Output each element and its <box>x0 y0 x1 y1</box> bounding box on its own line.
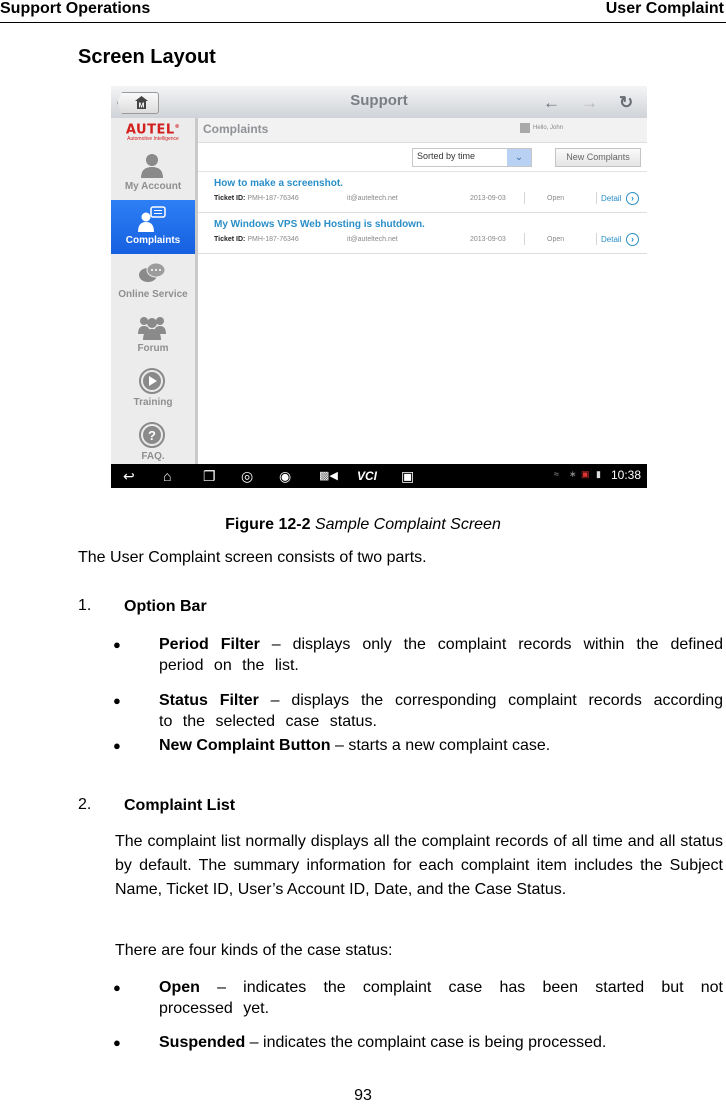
page-header <box>0 0 726 23</box>
bullet-status-filter <box>159 690 723 732</box>
panel-title: Complaints <box>203 122 269 136</box>
status-intro: There are four kinds of the case status: <box>115 942 393 959</box>
bullet-text: – displays the corresponding complaint records according to the selected case status. <box>159 692 723 730</box>
status-badge: Open <box>547 195 565 202</box>
sidebar-item-label: Online Service <box>118 289 188 300</box>
logo-registered: ® <box>174 124 181 130</box>
sidebar-item-label: Forum <box>137 343 169 354</box>
list-heading: Option Bar <box>124 598 207 615</box>
complaint-row[interactable] <box>198 213 647 254</box>
bullet-new-complaint <box>159 735 723 756</box>
sidebar-item-label: Training <box>133 397 173 408</box>
bullet-icon: ● <box>113 980 121 995</box>
chevron-down-icon[interactable]: ⌄ <box>507 149 531 166</box>
bullet-icon: ● <box>113 1035 121 1050</box>
wifi-icon: ≈ <box>554 469 559 479</box>
battery-icon: ▮ <box>596 469 601 479</box>
user-icon <box>138 152 166 178</box>
list-number: 1. <box>78 597 92 614</box>
top-toolbar <box>111 86 647 119</box>
recent-apps-icon[interactable]: ❐ <box>203 468 216 484</box>
ticket-id <box>214 236 299 243</box>
complaint-subject[interactable]: How to make a screenshot. <box>214 178 343 189</box>
home-icon[interactable]: ⌂ <box>163 468 172 484</box>
bullet-text: – indicates the complaint case is being processed. <box>245 1034 607 1051</box>
bullet-term: Status Filter <box>159 692 259 709</box>
bullet-suspended <box>159 1032 723 1053</box>
bullet-term: Suspended <box>159 1034 246 1051</box>
back-icon[interactable]: ↩ <box>123 468 135 484</box>
divider <box>596 192 597 204</box>
bullet-text: – starts a new complaint case. <box>330 737 551 754</box>
bullet-text: – indicates the complaint case has been started but not processed yet. <box>159 979 723 1017</box>
bullet-term: New Complaint Button <box>159 737 331 754</box>
sidebar-item-label: Complaints <box>125 235 181 246</box>
divider <box>524 233 525 245</box>
vci-icon[interactable]: VCI <box>357 469 378 483</box>
sidebar-item-complaints[interactable] <box>111 200 195 254</box>
caption-label: Figure 12-2 <box>225 516 311 533</box>
sort-select[interactable] <box>412 148 532 167</box>
display-toggle-icon[interactable]: ▩◀ <box>319 470 338 482</box>
svg-text:M: M <box>138 102 145 109</box>
complaint-row[interactable] <box>198 172 647 213</box>
sidebar-item-faq[interactable] <box>111 416 195 470</box>
status-badge: Open <box>547 236 565 243</box>
user-avatar-icon <box>520 123 530 133</box>
clock: 10:38 <box>610 468 641 482</box>
sidebar-item-online-service[interactable] <box>111 254 195 308</box>
svg-text:?: ? <box>148 428 156 443</box>
bullet-term: Open <box>159 979 200 996</box>
bullet-open <box>159 977 723 1019</box>
caption-text: Sample Complaint Screen <box>314 516 501 533</box>
autel-logo <box>111 118 195 142</box>
complaint-list-paragraph: The complaint list normally displays all the complaint records of all time and all status by default. The summary information for each complaint item includes the Subject Name, Ticket ID, User’s Account ID, Date, and the Case Status. <box>115 833 723 898</box>
car-icon[interactable]: ▣ <box>401 468 415 484</box>
greeting: Hello, John <box>533 125 564 131</box>
complaint-date: 2013-09-03 <box>470 195 506 202</box>
section-title: Screen Layout <box>78 46 216 68</box>
chrome-icon[interactable]: ◎ <box>241 468 254 484</box>
ticket-value: PMH-187-76346 <box>247 195 299 202</box>
figure-caption <box>0 516 726 534</box>
complaint-chat-icon <box>138 206 166 232</box>
sidebar-item-my-account[interactable] <box>111 146 195 200</box>
logo-tagline: Automotive Intelligence <box>127 136 179 143</box>
refresh-icon[interactable]: ↻ <box>619 93 634 112</box>
panel-header <box>198 118 647 143</box>
account-id: it@auteltech.net <box>347 236 398 243</box>
bullet-period-filter <box>159 634 723 676</box>
sidebar-item-label: My Account <box>124 181 182 192</box>
arrow-right-icon[interactable]: → <box>581 93 598 112</box>
sidebar <box>111 118 198 464</box>
app-title: Support <box>350 92 408 109</box>
intro-paragraph: The User Complaint screen consists of two parts. <box>78 549 427 566</box>
bullet-text: – displays only the complaint records within the defined period on the list. <box>159 636 723 674</box>
header-chapter: User Complaint <box>605 0 724 17</box>
ticket-label: Ticket ID: <box>214 195 246 202</box>
detail-link[interactable]: Detail <box>601 194 622 203</box>
bullet-icon: ● <box>113 738 121 753</box>
sort-select-value: Sorted by time <box>417 151 476 161</box>
question-icon <box>138 422 166 448</box>
complaint-date: 2013-09-03 <box>470 236 506 243</box>
bluetooth-icon: ∗ <box>569 469 577 479</box>
arrow-left-icon[interactable]: ← <box>543 93 560 112</box>
complaints-panel <box>198 118 647 464</box>
play-icon <box>138 368 166 394</box>
camera-icon[interactable]: ◉ <box>279 468 292 484</box>
detail-link[interactable]: Detail <box>601 235 622 244</box>
header-section: Support Operations <box>0 0 151 17</box>
ticket-label: Ticket ID: <box>214 236 246 243</box>
complaint-subject[interactable]: My Windows VPS Web Hosting is shutdown. <box>214 219 425 230</box>
sidebar-item-training[interactable] <box>111 362 195 416</box>
android-nav-bar <box>111 464 647 488</box>
ticket-value: PMH-187-76346 <box>247 236 299 243</box>
list-heading: Complaint List <box>124 797 236 814</box>
vci-status-icon: ▣ <box>581 469 590 479</box>
bullet-term: Period Filter <box>159 636 260 653</box>
new-complaint-button[interactable]: New Complants <box>555 148 641 167</box>
logo-brand: AUTEL <box>125 122 175 138</box>
divider <box>524 192 525 204</box>
chat-bubbles-icon <box>138 260 166 286</box>
sidebar-item-forum[interactable] <box>111 308 195 362</box>
group-icon <box>138 314 166 340</box>
list-number: 2. <box>78 796 92 813</box>
divider <box>596 233 597 245</box>
chevron-right-circle-icon[interactable]: › <box>626 233 639 246</box>
bullet-icon: ● <box>113 693 121 708</box>
chevron-right-circle-icon[interactable]: › <box>626 192 639 205</box>
ticket-id <box>214 195 299 202</box>
option-bar <box>198 143 647 172</box>
figure-screenshot <box>111 86 647 488</box>
page-number: 93 <box>354 1087 372 1104</box>
account-id: it@auteltech.net <box>347 195 398 202</box>
bullet-icon: ● <box>113 637 121 652</box>
sidebar-item-label: FAQ. <box>141 451 165 462</box>
